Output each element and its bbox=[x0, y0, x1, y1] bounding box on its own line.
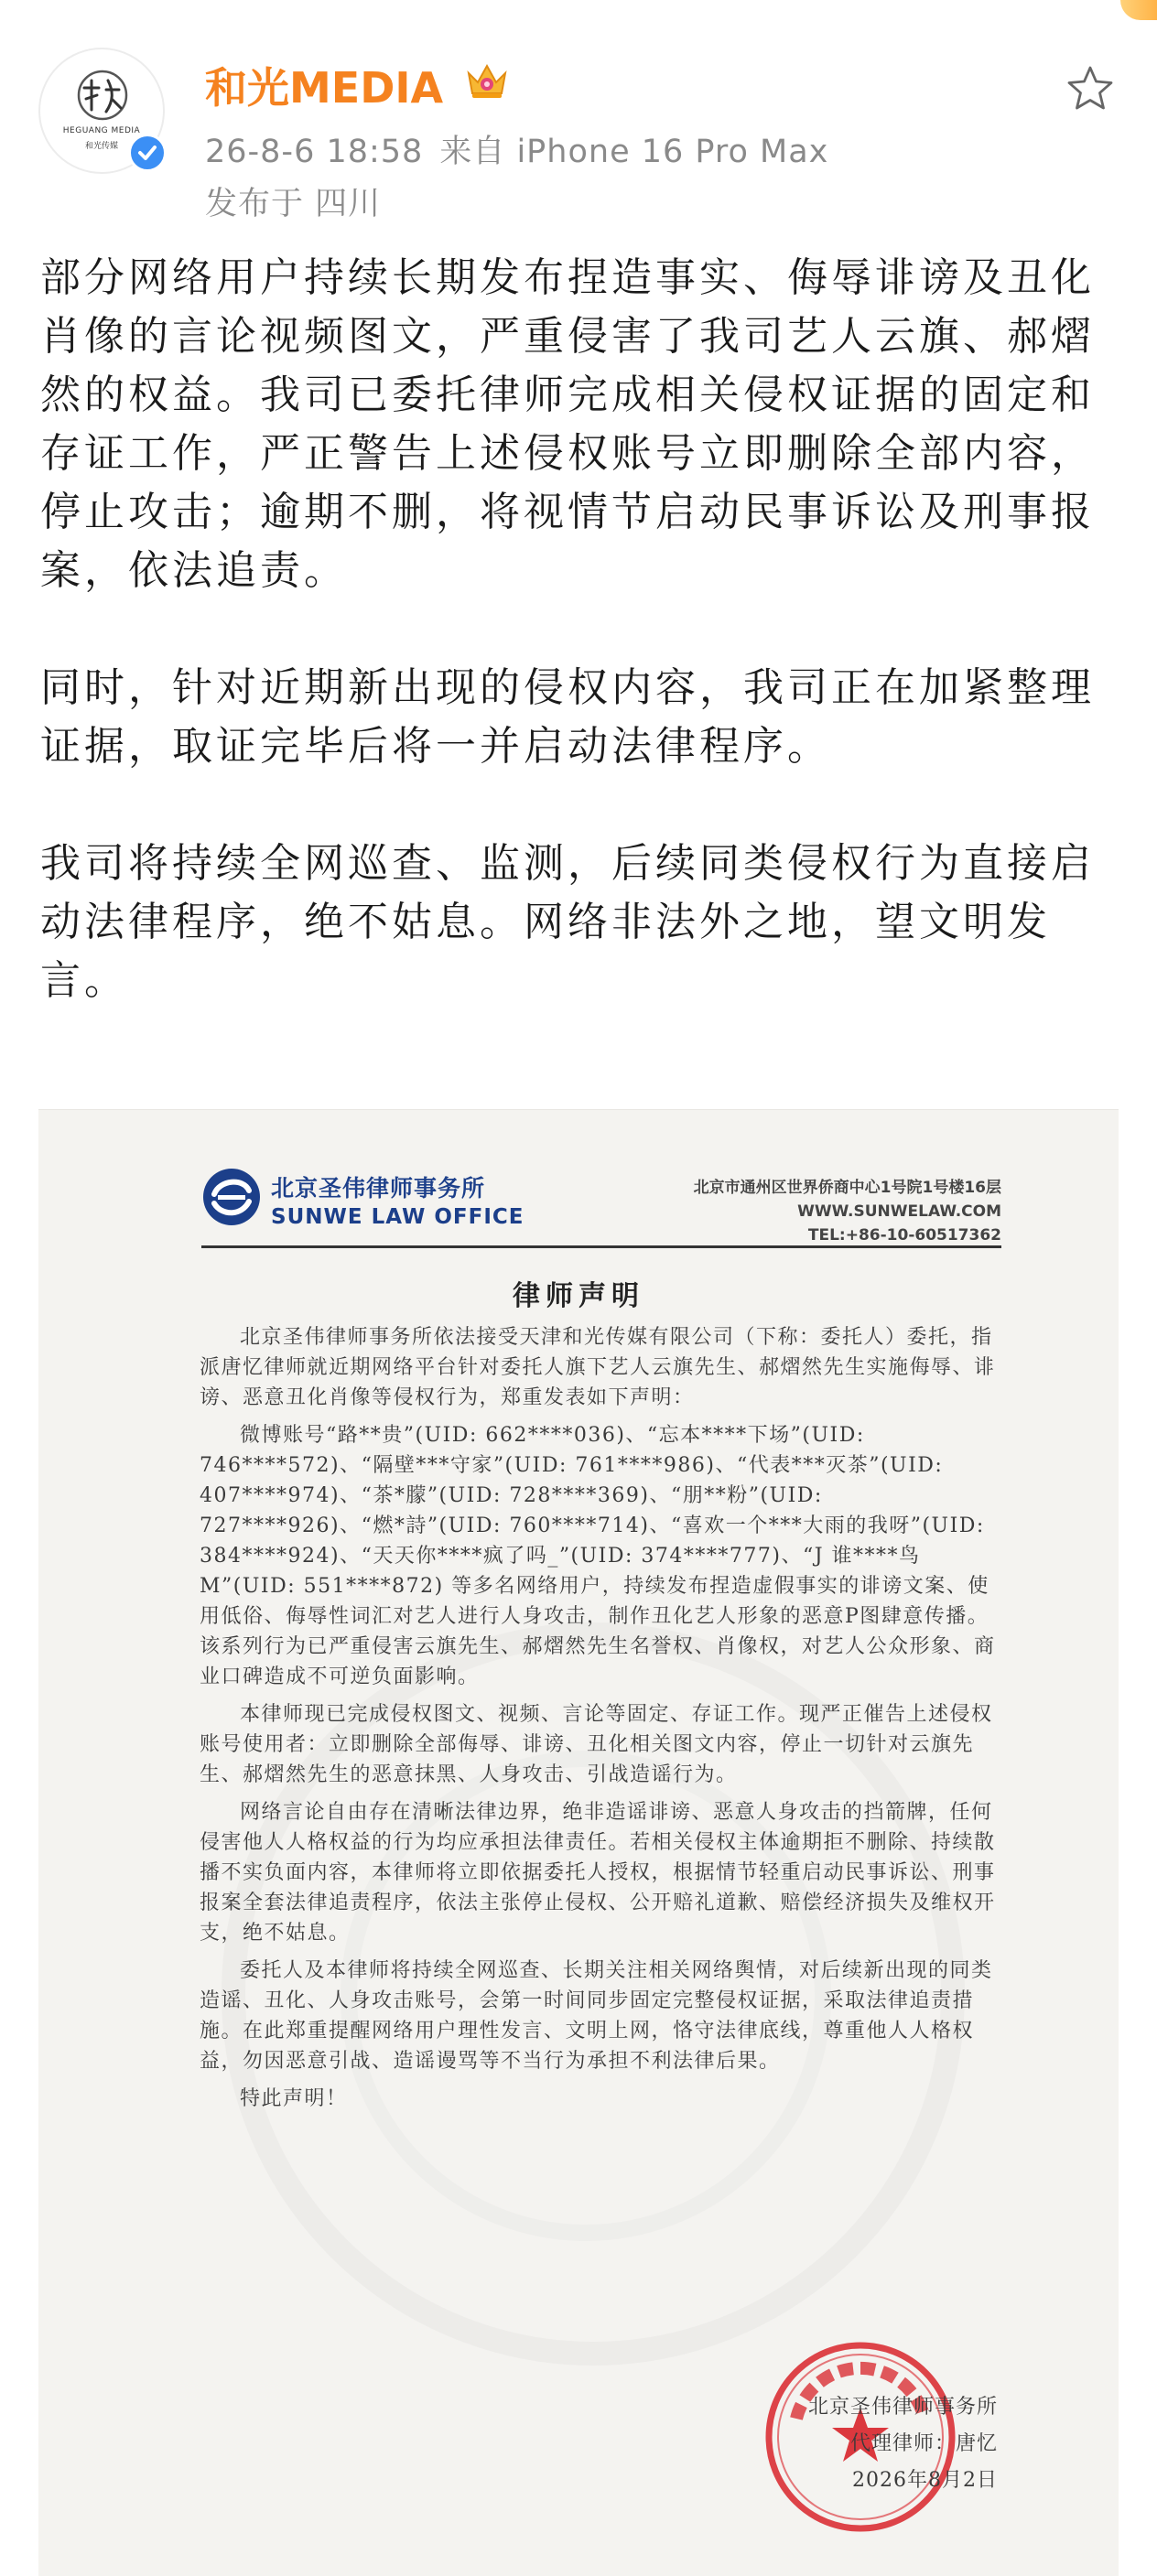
post-header bbox=[38, 48, 1119, 221]
post-paragraph: 我司将持续全网巡查、监测，后续同类侵权行为直接启动法律程序，绝不姑息。网络非法外之地，望文明发言。 bbox=[40, 840, 1095, 1004]
post-timestamp: 26-8-6 18:58 bbox=[205, 134, 424, 170]
document-paragraph: 微博账号“路**贵”(UID: 662****036)、“忘本****下场”(UID: 746****572)、“隔壁***守家”(UID: 761****986)、“代表***灭茶”(UID: 407****974)、“茶*朦”(UID: 728****369)、“朋**粉”(UID: 727****926)、“燃*詩”(UID: 760****714)、“喜欢一个***大雨的我呀”(UID: 384****924)、“天天你****疯了吗_”(UID: 374****777)、“J 谁****鸟 M”(UID: 551****872) 等多名网络用户，持续发布捏造虚假事实的诽谤文案、使用低俗、侮辱性词汇对艺人进行人身攻击，制作丑化艺人形象的恶意P图肆意传播。该系列行为已严重侵害云旗先生、郝熠然先生名誉权、肖像权，对艺人公众形象、商业口碑造成不可逆负面影响。 bbox=[200, 1424, 996, 1688]
firm-name-en: SUNWE LAW OFFICE bbox=[271, 1205, 524, 1229]
avatar-brand-en: HEGUANG MEDIA bbox=[62, 126, 141, 135]
document-paragraph: 委托人及本律师将持续全网巡查、长期关注相关网络舆情，对后续新出现的同类造谣、丑化、人身攻击账号，会第一时间同步固定完整侵权证据，采取法律追责措施。在此郑重提醒网络用户理性发言、文明上网，恪守法律底线，尊重他人人格权益，勿因恶意引战、造谣谩骂等不当行为承担不利法律后果。 bbox=[200, 1959, 993, 2073]
post-paragraph: 部分网络用户持续长期发布捏造事实、侮辱诽谤及丑化肖像的言论视频图文，严重侵害了我司艺人云旗、郝熠然的权益。我司已委托律师完成相关侵权证据的固定和存证工作，严正警告上述侵权账号立即删除全部内容，停止攻击；逾期不删，将视情节启动民事诉讼及刑事报案，依法追责。 bbox=[40, 254, 1095, 594]
document-paragraph: 本律师现已完成侵权图文、视频、言论等固定、存证工作。现严正催告上述侵权账号使用者：立即删除全部侮辱、诽谤、丑化相关图文内容，停止一切针对云旗先生、郝熠然先生的恶意抹黑、人身攻击、引战造谣行为。 bbox=[200, 1703, 993, 1786]
document-body bbox=[200, 1322, 998, 2121]
avatar-logo-icon bbox=[66, 68, 139, 123]
corner-accent bbox=[1120, 0, 1157, 20]
signature-date: 2026年8月2日 bbox=[852, 2469, 998, 2492]
lawyer-statement-image[interactable] bbox=[38, 1109, 1119, 2576]
firm-logo-icon bbox=[201, 1167, 262, 1227]
firm-website: WWW.SUNWELAW.COM bbox=[797, 1202, 1001, 1221]
signature-lawyer: 代理律师：唐忆 bbox=[849, 2432, 998, 2455]
document-paragraph: 网络言论自由存在清晰法律边界，绝非造谣诽谤、恶意人身攻击的挡箭牌，任何侵害他人人格权益的行为均应承担法律责任。若相关侵权主体逾期拒不删除、持续散播不实负面内容，本律师将立即依据委托人授权，根据情节轻重启动民事诉讼、刑事报案全套法律追责程序，依法主张停止侵权、公开赔礼道歉、赔偿经济损失及维权开支，绝不姑息。 bbox=[200, 1801, 996, 1945]
firm-tel: TEL:+86-10-60517362 bbox=[807, 1226, 1001, 1245]
crown-badge-icon[interactable] bbox=[461, 59, 513, 102]
document-title: 律师声明 bbox=[513, 1280, 644, 1312]
verified-badge-icon bbox=[128, 134, 167, 172]
avatar-brand-cn: 和光传媒 bbox=[84, 142, 118, 151]
document-paragraph: 特此声明！ bbox=[240, 2087, 348, 2110]
firm-contact bbox=[694, 1176, 1001, 1247]
post-location: 发布于 四川 bbox=[205, 186, 382, 222]
star-icon[interactable] bbox=[1064, 62, 1117, 115]
user-name[interactable]: 和光MEDIA bbox=[205, 63, 444, 113]
firm-name-cn: 北京圣伟律师事务所 bbox=[271, 1175, 486, 1202]
divider bbox=[201, 1245, 1001, 1248]
post-source: 来自 iPhone 16 Pro Max bbox=[439, 134, 829, 170]
document-paragraph: 北京圣伟律师事务所依法接受天津和光传媒有限公司（下称：委托人）委托，指派唐忆律师就近期网络平台针对委托人旗下艺人云旗先生、郝熠然先生实施侮辱、诽谤、恶意丑化肖像等侵权行为，郑重发表如下声明： bbox=[200, 1326, 996, 1409]
signature-firm: 北京圣伟律师事务所 bbox=[807, 2396, 998, 2419]
post-paragraph: 同时，针对近期新出现的侵权内容，我司正在加紧整理证据，取证完毕后将一并启动法律程序。 bbox=[40, 664, 1095, 770]
document-signature bbox=[808, 2389, 998, 2499]
post-body bbox=[40, 249, 1125, 1069]
firm-address: 北京市通州区世界侨商中心1号院1号楼16层 bbox=[693, 1179, 1001, 1197]
post-meta bbox=[205, 126, 845, 172]
